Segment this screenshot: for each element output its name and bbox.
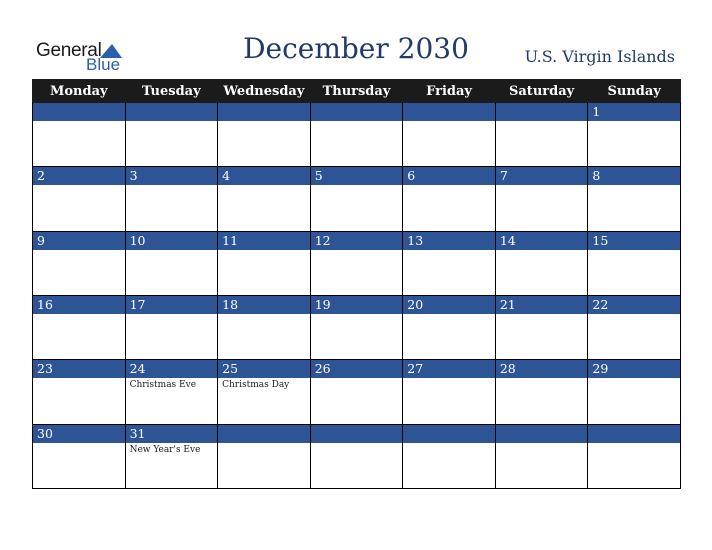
day-cell [33, 103, 126, 167]
weekday-header: Thursday [310, 80, 403, 103]
weekday-header: Sunday [588, 80, 681, 103]
day-number [218, 425, 310, 443]
day-number: 11 [218, 232, 310, 250]
day-number: 1 [588, 103, 680, 121]
day-number: 30 [33, 425, 125, 443]
day-number [33, 103, 125, 121]
day-number: 4 [218, 167, 310, 185]
day-cell [588, 231, 681, 295]
day-number: 14 [496, 232, 588, 250]
day-cell [495, 295, 588, 359]
day-number [403, 425, 495, 443]
day-cell [125, 167, 218, 231]
day-number: 25 [218, 360, 310, 378]
page-title: December 2030 [243, 32, 469, 65]
day-number: 22 [588, 296, 680, 314]
day-cell [310, 167, 403, 231]
day-cell [403, 295, 496, 359]
day-cell [33, 231, 126, 295]
day-number: 31 [126, 425, 218, 443]
day-number: 23 [33, 360, 125, 378]
day-number: 6 [403, 167, 495, 185]
day-cell [495, 167, 588, 231]
day-number: 24 [126, 360, 218, 378]
day-cell [495, 103, 588, 167]
day-cell [125, 424, 218, 488]
day-number: 21 [496, 296, 588, 314]
day-cell [403, 167, 496, 231]
day-cell [403, 231, 496, 295]
day-cell [218, 167, 311, 231]
weekday-header: Saturday [495, 80, 588, 103]
week-row [33, 424, 681, 488]
day-number: 29 [588, 360, 680, 378]
weekday-header: Monday [33, 80, 126, 103]
day-number: 18 [218, 296, 310, 314]
day-cell [588, 167, 681, 231]
day-cell [310, 103, 403, 167]
day-number: 17 [126, 296, 218, 314]
day-cell [218, 231, 311, 295]
holiday-label: Christmas Day [222, 380, 290, 391]
day-cell [33, 360, 126, 424]
day-number: 5 [311, 167, 403, 185]
day-number: 9 [33, 232, 125, 250]
day-cell [495, 360, 588, 424]
day-cell [588, 424, 681, 488]
day-cell [588, 103, 681, 167]
day-number: 2 [33, 167, 125, 185]
logo-general-text: General [36, 40, 102, 61]
day-number: 10 [126, 232, 218, 250]
day-number [311, 425, 403, 443]
day-number [496, 103, 588, 121]
day-cell [125, 231, 218, 295]
day-cell [125, 103, 218, 167]
day-cell [310, 231, 403, 295]
day-number: 15 [588, 232, 680, 250]
day-cell [125, 360, 218, 424]
weekday-header-row [33, 80, 681, 103]
day-cell [33, 424, 126, 488]
day-number: 3 [126, 167, 218, 185]
day-number: 28 [496, 360, 588, 378]
day-number [588, 425, 680, 443]
day-number: 26 [311, 360, 403, 378]
day-number: 20 [403, 296, 495, 314]
day-cell [310, 295, 403, 359]
day-number: 27 [403, 360, 495, 378]
day-number: 7 [496, 167, 588, 185]
region-label: U.S. Virgin Islands [524, 47, 675, 66]
day-cell [403, 360, 496, 424]
day-cell [495, 424, 588, 488]
day-cell [588, 360, 681, 424]
day-cell [495, 231, 588, 295]
day-number: 16 [33, 296, 125, 314]
day-number: 8 [588, 167, 680, 185]
week-row [33, 231, 681, 295]
day-number: 13 [403, 232, 495, 250]
day-number [496, 425, 588, 443]
holiday-label: New Year's Eve [129, 444, 201, 455]
day-cell [33, 295, 126, 359]
day-cell [403, 103, 496, 167]
day-number [403, 103, 495, 121]
weekday-header: Tuesday [125, 80, 218, 103]
week-row [33, 360, 681, 424]
day-cell [218, 424, 311, 488]
day-number: 12 [311, 232, 403, 250]
holiday-label: Christmas Eve [129, 380, 197, 391]
day-cell [218, 103, 311, 167]
day-number [126, 103, 218, 121]
day-cell [218, 295, 311, 359]
weekday-header: Wednesday [218, 80, 311, 103]
calendar-grid [32, 79, 681, 489]
day-cell [125, 295, 218, 359]
day-number: 19 [311, 296, 403, 314]
day-cell [33, 167, 126, 231]
week-row [33, 103, 681, 167]
day-cell [218, 360, 311, 424]
weekday-header: Friday [403, 80, 496, 103]
week-row [33, 295, 681, 359]
logo-blue-text: Blue [86, 55, 121, 74]
day-cell [310, 424, 403, 488]
day-cell [403, 424, 496, 488]
day-cell [588, 295, 681, 359]
day-cell [310, 360, 403, 424]
week-row [33, 167, 681, 231]
day-number [218, 103, 310, 121]
day-number [311, 103, 403, 121]
